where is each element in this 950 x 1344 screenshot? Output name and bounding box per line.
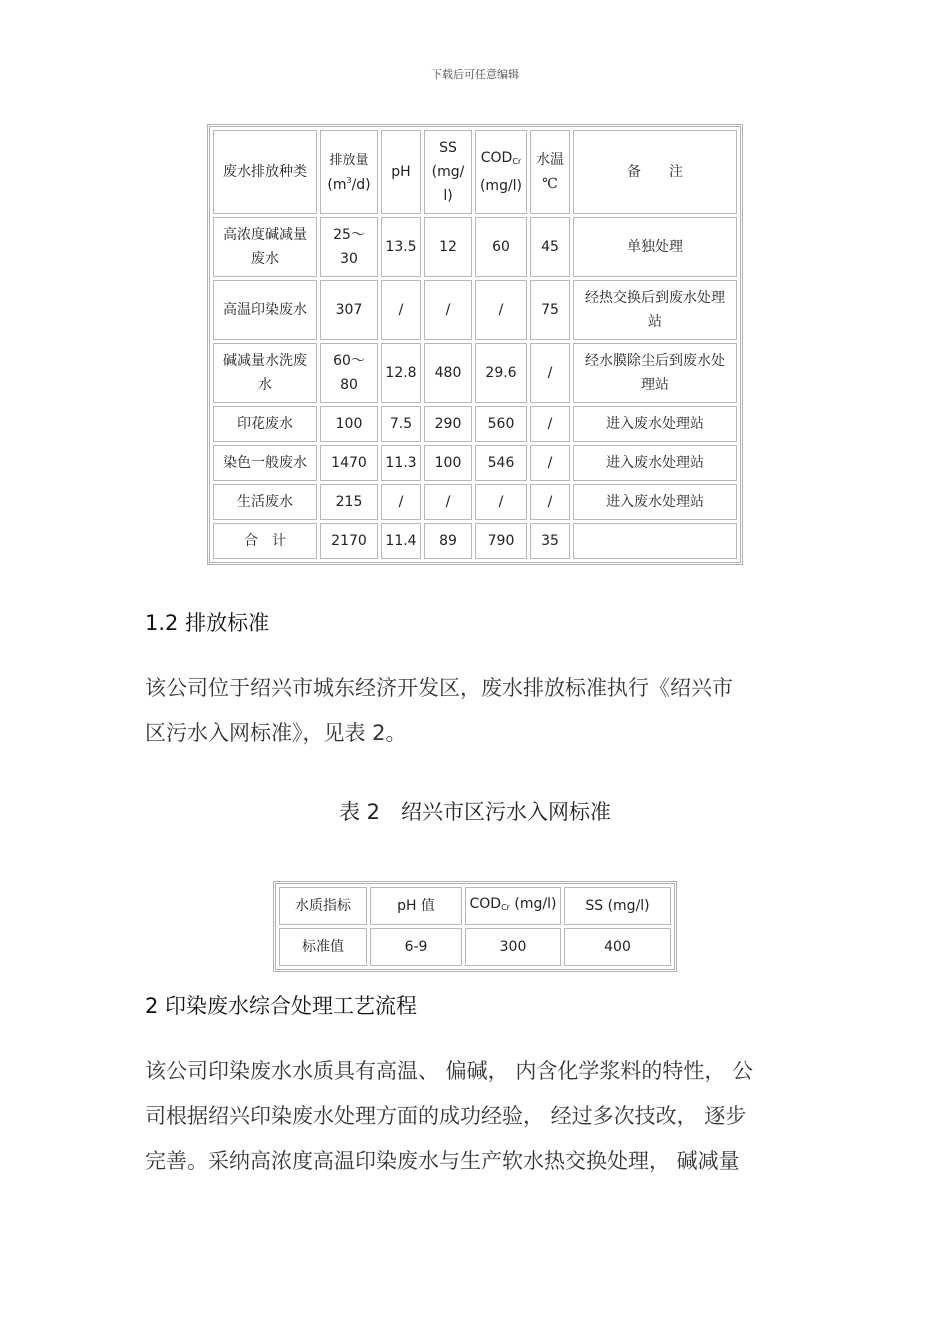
- table-caption: 表 2 绍兴市区污水入网标准: [338, 800, 612, 824]
- section-heading: 2 印染废水综合处理工艺流程: [145, 994, 418, 1018]
- table-total-row: [213, 523, 737, 559]
- header-indicator: 水质指标: [279, 887, 367, 925]
- paragraph-line: 完善。采纳高浓度高温印染废水与生产软水热交换处理， 碱减量: [145, 1149, 740, 1173]
- table-header-row: [279, 887, 671, 925]
- cell-note: [573, 523, 737, 559]
- cell-temp: /: [530, 343, 570, 403]
- cell-temp: 75: [530, 280, 570, 340]
- cell-cod: /: [475, 484, 527, 520]
- paragraph: [145, 666, 815, 756]
- cell-ph: 7.5: [381, 406, 421, 442]
- table-row: [213, 484, 737, 520]
- standards-table: [273, 881, 677, 972]
- cell-flow: 100: [320, 406, 378, 442]
- cell-ss: 12: [424, 217, 472, 277]
- cell-ph: 11.3: [381, 445, 421, 481]
- cell-note: 单独处理: [573, 217, 737, 277]
- header-ss: SS (mg/l): [564, 887, 671, 925]
- table-row: [213, 445, 737, 481]
- cell-ph: /: [381, 484, 421, 520]
- cell-cod: 60: [475, 217, 527, 277]
- cell-cod: 546: [475, 445, 527, 481]
- table-row: [279, 928, 671, 966]
- cell-note: 进入废水处理站: [573, 406, 737, 442]
- cell-ss: /: [424, 280, 472, 340]
- table-row: [213, 280, 737, 340]
- header-cod: $COD_{Cr}$ (mg/l): [475, 130, 527, 214]
- paragraph-line: 区污水入网标准》，见表 2。: [145, 721, 407, 745]
- cell-note: 经热交换后到废水处理 站: [573, 280, 737, 340]
- cell-type: 碱减量水洗废 水: [213, 343, 317, 403]
- cell-temp: /: [530, 406, 570, 442]
- cell-cod: 300: [465, 928, 561, 966]
- cell-ph: 11.4: [381, 523, 421, 559]
- cell-flow: 215: [320, 484, 378, 520]
- paragraph: [145, 1049, 815, 1184]
- cell-ss: 100: [424, 445, 472, 481]
- cell-ss: /: [424, 484, 472, 520]
- cell-cod: 29.6: [475, 343, 527, 403]
- cell-flow: 25～ 30: [320, 217, 378, 277]
- cell-note: 进入废水处理站: [573, 445, 737, 481]
- cell-note: 进入废水处理站: [573, 484, 737, 520]
- cell-ph: 13.5: [381, 217, 421, 277]
- cell-type: 生活废水: [213, 484, 317, 520]
- cell-type: 染色一般废水: [213, 445, 317, 481]
- cell-type: 合 计: [213, 523, 317, 559]
- cell-ss: 290: [424, 406, 472, 442]
- header-temp: 水温 ℃: [530, 130, 570, 214]
- header-cod: $COD_{Cr}$ (mg/l): [465, 887, 561, 925]
- cell-ph: 6-9: [370, 928, 462, 966]
- table-row: [213, 217, 737, 277]
- header-ph: pH: [381, 130, 421, 214]
- cell-type: 高温印染废水: [213, 280, 317, 340]
- cell-temp: 45: [530, 217, 570, 277]
- cell-flow: 60～ 80: [320, 343, 378, 403]
- cell-flow: 307: [320, 280, 378, 340]
- cell-note: 经水膜除尘后到废水处 理站: [573, 343, 737, 403]
- cell-ph: /: [381, 280, 421, 340]
- table-header-row: [213, 130, 737, 214]
- table-row: [213, 343, 737, 403]
- cell-ss: 400: [564, 928, 671, 966]
- cell-ph: 12.8: [381, 343, 421, 403]
- header-flow: 排放量 $(m^3/d)$: [320, 130, 378, 214]
- wastewater-table: [207, 124, 743, 565]
- cell-temp: /: [530, 445, 570, 481]
- cell-type: 高浓度碱减量 废水: [213, 217, 317, 277]
- header-note: 备 注: [573, 130, 737, 214]
- header-type: 废水排放种类: [213, 130, 317, 214]
- cell-temp: 35: [530, 523, 570, 559]
- paragraph-line: 该公司位于绍兴市城东经济开发区，废水排放标准执行《绍兴市: [145, 676, 733, 700]
- paragraph-line: 该公司印染废水水质具有高温、 偏碱， 内含化学浆料的特性， 公: [145, 1059, 754, 1083]
- cell-cod: 560: [475, 406, 527, 442]
- header-ph: pH 值: [370, 887, 462, 925]
- page-header: 下载后可任意编辑: [431, 68, 519, 81]
- cell-flow: 1470: [320, 445, 378, 481]
- cell-temp: /: [530, 484, 570, 520]
- cell-type: 印花废水: [213, 406, 317, 442]
- cell-cod: /: [475, 280, 527, 340]
- cell-ss: 89: [424, 523, 472, 559]
- cell-ss: 480: [424, 343, 472, 403]
- paragraph-line: 司根据绍兴印染废水处理方面的成功经验， 经过多次技改， 逐步: [145, 1104, 747, 1128]
- table-row: [213, 406, 737, 442]
- cell-cod: 790: [475, 523, 527, 559]
- cell-flow: 2170: [320, 523, 378, 559]
- cell-indicator: 标准值: [279, 928, 367, 966]
- section-heading: 1.2 排放标准: [145, 611, 270, 635]
- header-ss: SS (mg/ l): [424, 130, 472, 214]
